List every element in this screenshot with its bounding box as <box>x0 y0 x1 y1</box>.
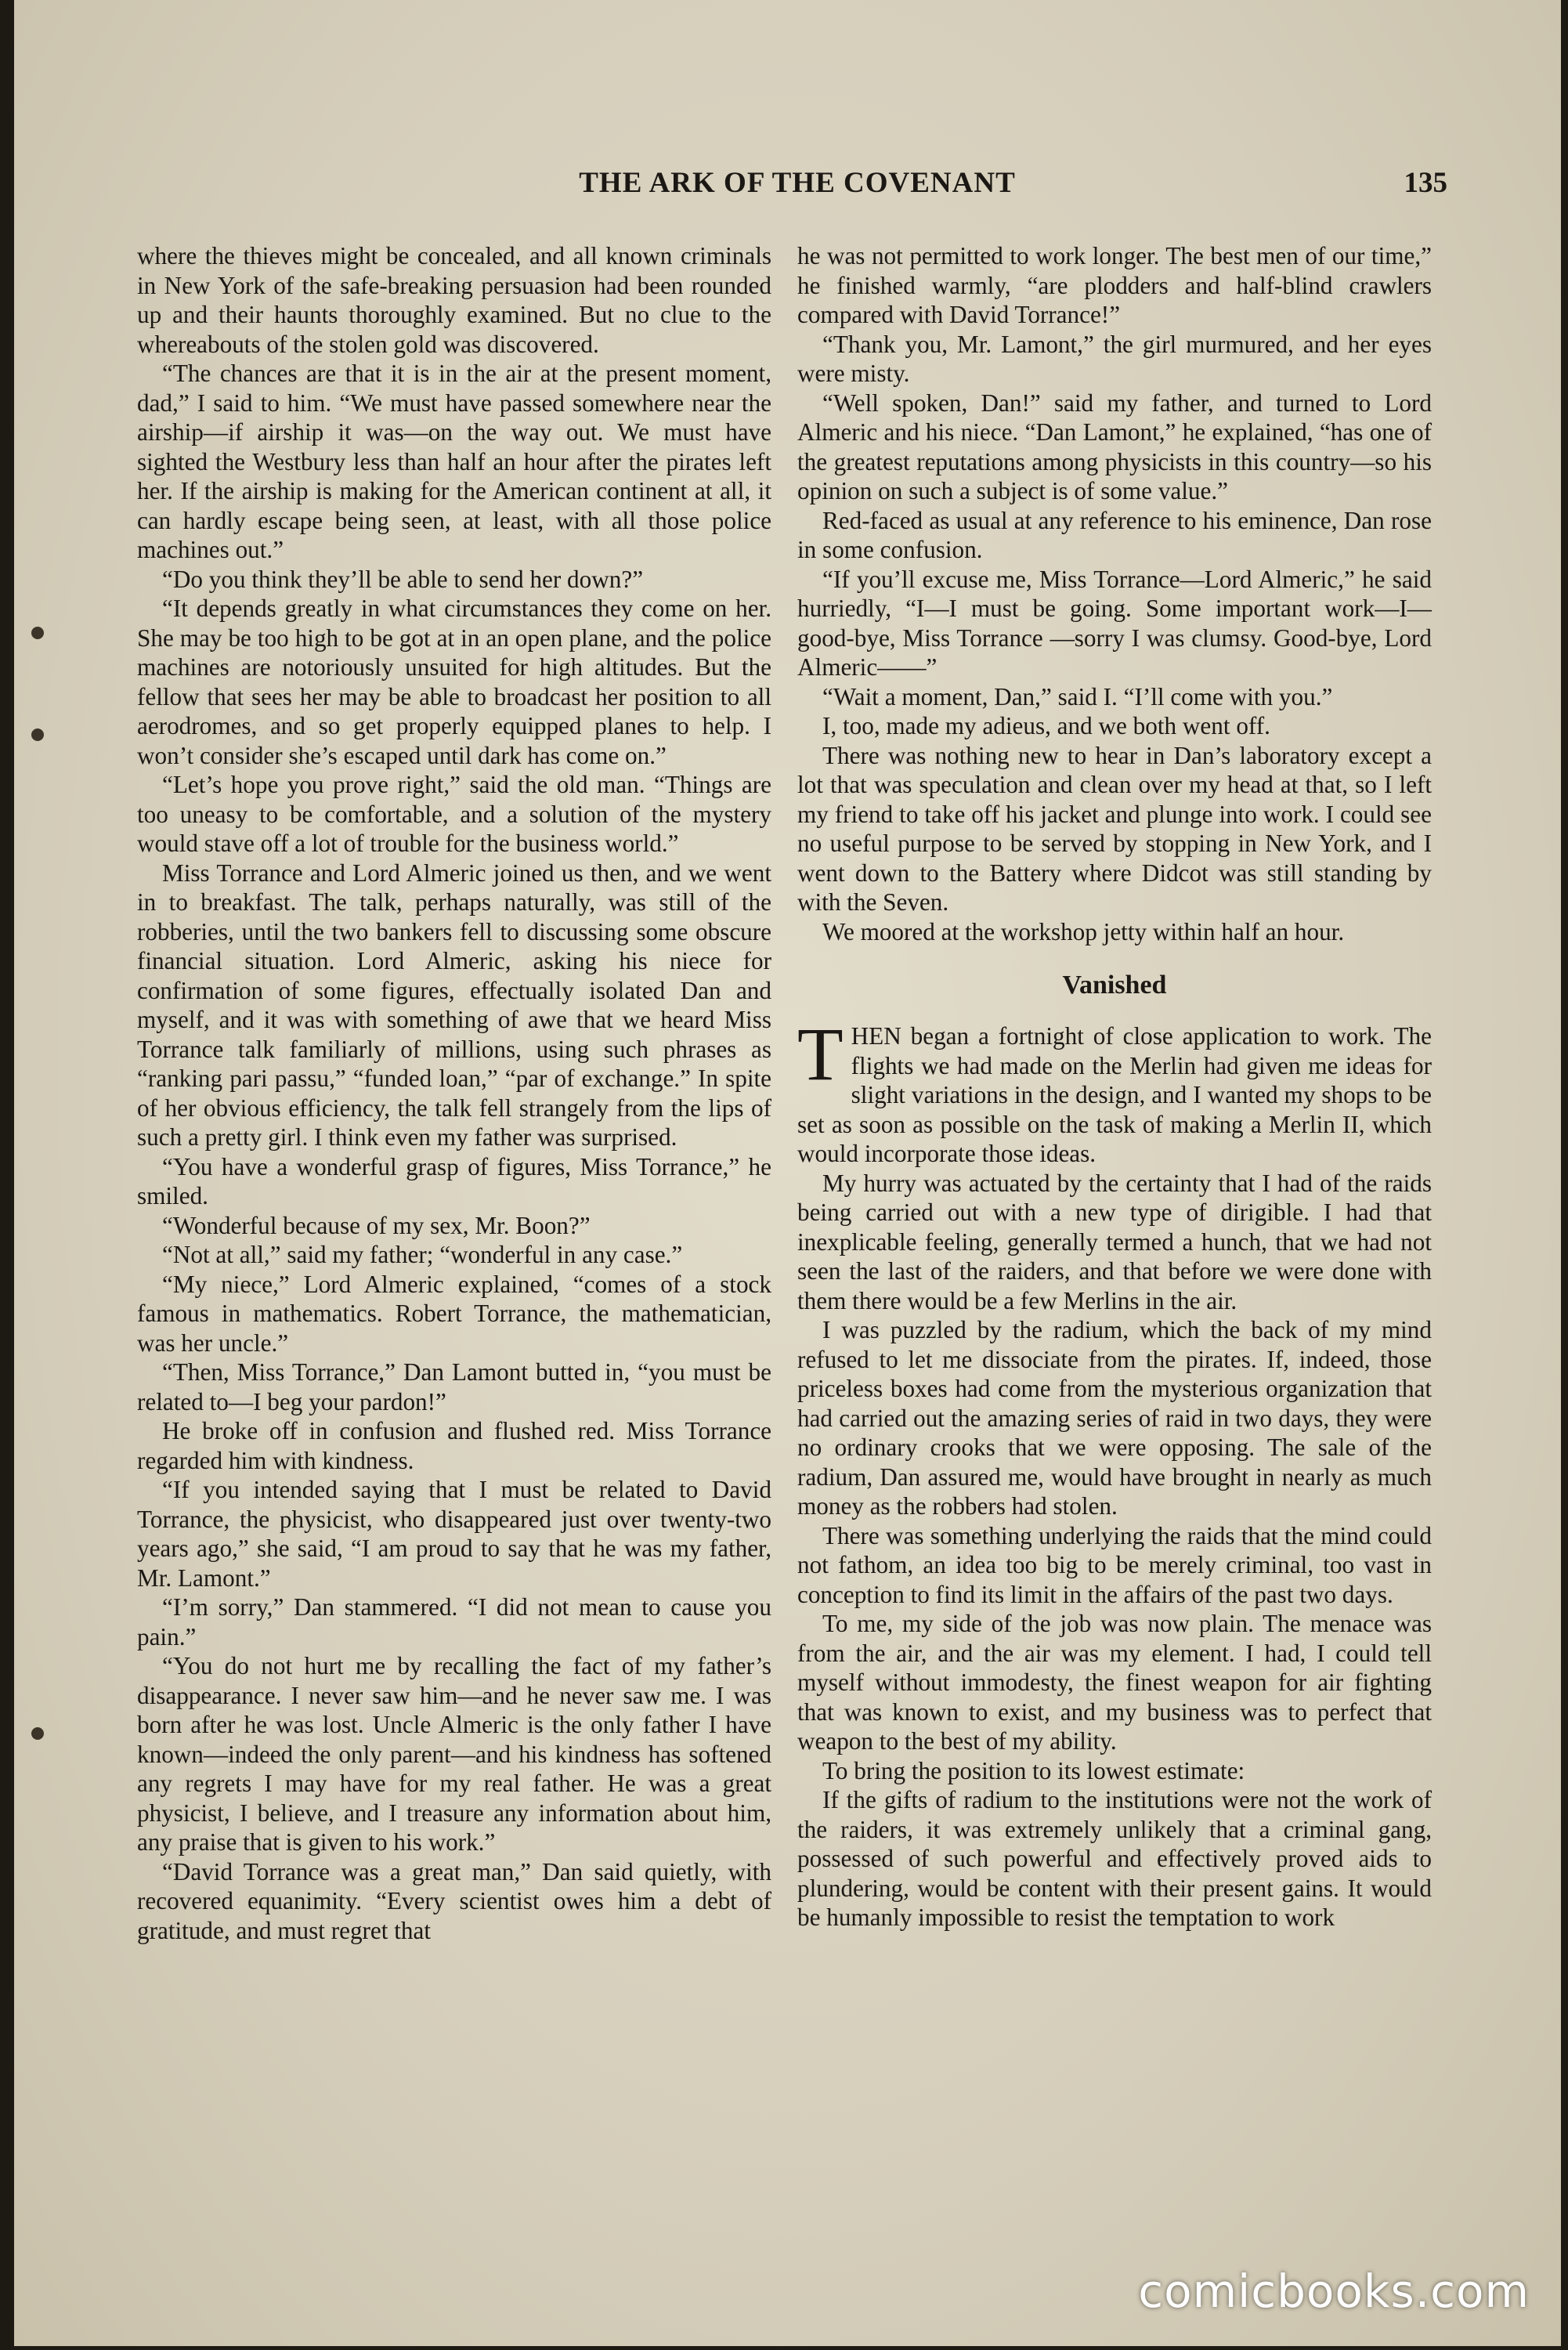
paragraph: “Do you think they’ll be able to send her down?” <box>162 565 644 593</box>
section-heading: Vanished <box>1062 971 1167 1000</box>
paragraph: “Thank you, Mr. Lamont,” the girl murmured, and her eyes were misty. <box>797 330 1432 387</box>
running-title: THE ARK OF THE COVENANT <box>579 167 1016 199</box>
paragraph: “Wonderful because of my sex, Mr. Boon?” <box>162 1211 591 1239</box>
paragraph: “It depends greatly in what circumstances they come on her. She may be too high to be got at in an open plane, and the police machines are notoriously unsuited for high altitudes. But the fellow that sees her may be able to broadcast her position to all aerodromes, and so get properly equipped planes to help. I won’t consider she’s escaped until dark has come on.” <box>137 595 771 769</box>
paragraph: “I’m sorry,” Dan stammered. “I did not mean to cause you pain.” <box>137 1593 771 1650</box>
paragraph: We moored at the workshop jetty within half an hour. <box>822 917 1345 945</box>
paragraph: “If you’ll excuse me, Miss Torrance—Lord Almeric,” he said hurriedly, “I—I must be going. Some important work—I—good-bye, Miss Torrance —sorry I was clumsy. Good-bye, Lord Almeric——” <box>797 565 1432 681</box>
paragraph: There was something underlying the raids that the mind could not fathom, an idea too big to be merely criminal, too vast in conception to find its limit in the affairs of the past two days. <box>797 1521 1432 1608</box>
paragraph: he was not permitted to work longer. The best men of our time,” he finished warmly, “are plodders and half-blind crawlers compared with David Torrance!” <box>797 242 1432 328</box>
opening-paragraph <box>797 1012 1432 1169</box>
paragraph: I, too, made my adieus, and we both went off. <box>822 712 1270 739</box>
page-header <box>147 166 1447 205</box>
paragraph: “My niece,” Lord Almeric explained, “comes of a stock famous in mathematics. Robert Torrance, the mathematician, was her uncle.” <box>137 1270 771 1357</box>
paragraph: There was nothing new to hear in Dan’s laboratory except a lot that was speculation and clean over my head at that, so I left my friend to take off his jacket and plunge into work. I could see no useful purpose to be served by stopping in New York, and I went down to the Battery where Didcot was still standing by with the Seven. <box>797 741 1432 916</box>
paragraph: If the gifts of radium to the institutions were not the work of the raiders, it was extremely unlikely that a criminal gang, possessed of such powerful and effectively proved aids to plundering, would be content with their present gains. It would be humanly impossible to resist the temptation to work <box>797 1786 1432 1931</box>
binding-hole <box>31 627 44 639</box>
paragraph: “You have a wonderful grasp of figures, Miss Torrance,” he smiled. <box>137 1152 771 1209</box>
watermark: comicbooks.com <box>1138 2265 1530 2318</box>
paragraph: I was puzzled by the radium, which the back of my mind refused to let me dissociate from the pirates. If, indeed, those priceless boxes had come from the mysterious organization that had carried out the amazing series of raid in two days, they were no ordinary crooks that we were opposing. The sale of the radium, Dan assured me, would have brought in nearly as much money as the robbers had stolen. <box>797 1316 1432 1520</box>
paragraph: He broke off in confusion and flushed red. Miss Torrance regarded him with kindness. <box>137 1417 771 1474</box>
paragraph: “Not at all,” said my father; “wonderful in any case.” <box>162 1241 683 1268</box>
page-number: 135 <box>1404 167 1447 199</box>
paragraph: where the thieves might be concealed, and all known criminals in New York of the safe-breaking persuasion had been rounded up and their haunts thoroughly examined. But no clue to the whereabouts of the stolen gold was discovered. <box>137 242 771 358</box>
right-column <box>797 241 1432 1932</box>
paragraph: “Well spoken, Dan!” said my father, and turned to Lord Almeric and his niece. “Dan Lamont,” he explained, “has one of the greatest reputations among physicists in this country—so his opinion on such a subject is of some value.” <box>797 389 1432 504</box>
left-column <box>137 241 771 1945</box>
opening-text: HEN began a fortnight of close application to work. The flights we had made on the Merlin had given me ideas for slight variations in the design, and I wanted my shops to be set as soon as possible on the task of making a Merlin II, which would incorporate those ideas. <box>797 1022 1432 1167</box>
paragraph: “David Torrance was a great man,” Dan said quietly, with recovered equanimity. “Every scientist owes him a debt of gratitude, and must regret that <box>137 1857 771 1944</box>
paragraph: To me, my side of the job was now plain. The menace was from the air, and the air was my element. I had, I could tell myself without immodesty, the finest weapon for air fighting that was known to exist, and my business was to perfect that weapon to the best of my ability. <box>797 1610 1432 1755</box>
paragraph: Red-faced as usual at any reference to his eminence, Dan rose in some confusion. <box>797 506 1432 563</box>
paragraph: My hurry was actuated by the certainty that I had of the raids being carried out with a new type of dirigible. I had that inexplicable feeling, generally termed a hunch, that we had not seen the last of the raiders, and that before we were done with them there would be a few Merlins in the air. <box>797 1169 1432 1314</box>
binding-hole <box>31 1727 44 1740</box>
paragraph: Miss Torrance and Lord Almeric joined us then, and we went in to breakfast. The talk, perhaps naturally, was still of the robberies, until the two bankers fell to discussing some obscure financial situation. Lord Almeric, asking his niece for confirmation of some figures, effectually isolated Dan and myself, and it was with something of awe that we heard Miss Torrance talk familiarly of millions, using such phrases as “ranking pari passu,” “funded loan,” “par of exchange.” In spite of her obvious efficiency, the talk fell strangely from the lips of such a pretty girl. I think even my father was surprised. <box>137 859 771 1151</box>
paragraph: “Then, Miss Torrance,” Dan Lamont butted in, “you must be related to—I beg your pardon!” <box>137 1358 771 1415</box>
drop-cap: T <box>797 1012 844 1096</box>
paragraph: “You do not hurt me by recalling the fact of my father’s disappearance. I never saw him—and he never saw me. I was born after he was lost. Uncle Almeric is the only father I have known—indeed the only parent—and his kindness has softened any regrets I may have for my real father. He was a great physicist, I believe, and I treasure any information about him, any praise that is given to his work.” <box>137 1652 771 1856</box>
paragraph: “Wait a moment, Dan,” said I. “I’ll come with you.” <box>822 682 1333 710</box>
magazine-page <box>14 0 1561 2346</box>
paragraph: “Let’s hope you prove right,” said the old man. “Things are too uneasy to be comfortable, and a solution of the mystery would stave off a lot of trouble for the business world.” <box>137 771 771 857</box>
binding-hole <box>31 728 44 741</box>
paragraph: “If you intended saying that I must be related to David Torrance, the physicist, who disappeared just over twenty-two years ago,” she said, “I am proud to say that he was my father, Mr. Lamont.” <box>137 1476 771 1592</box>
paragraph: “The chances are that it is in the air at the present moment, dad,” I said to him. “We must have passed somewhere near the airship—if airship it was—on the way out. We must have sighted the Westbury less than half an hour after the pirates left her. If the airship is making for the American continent at all, it can hardly escape being seen, at least, with all those police machines out.” <box>137 360 771 563</box>
paragraph: To bring the position to its lowest estimate: <box>822 1756 1245 1784</box>
